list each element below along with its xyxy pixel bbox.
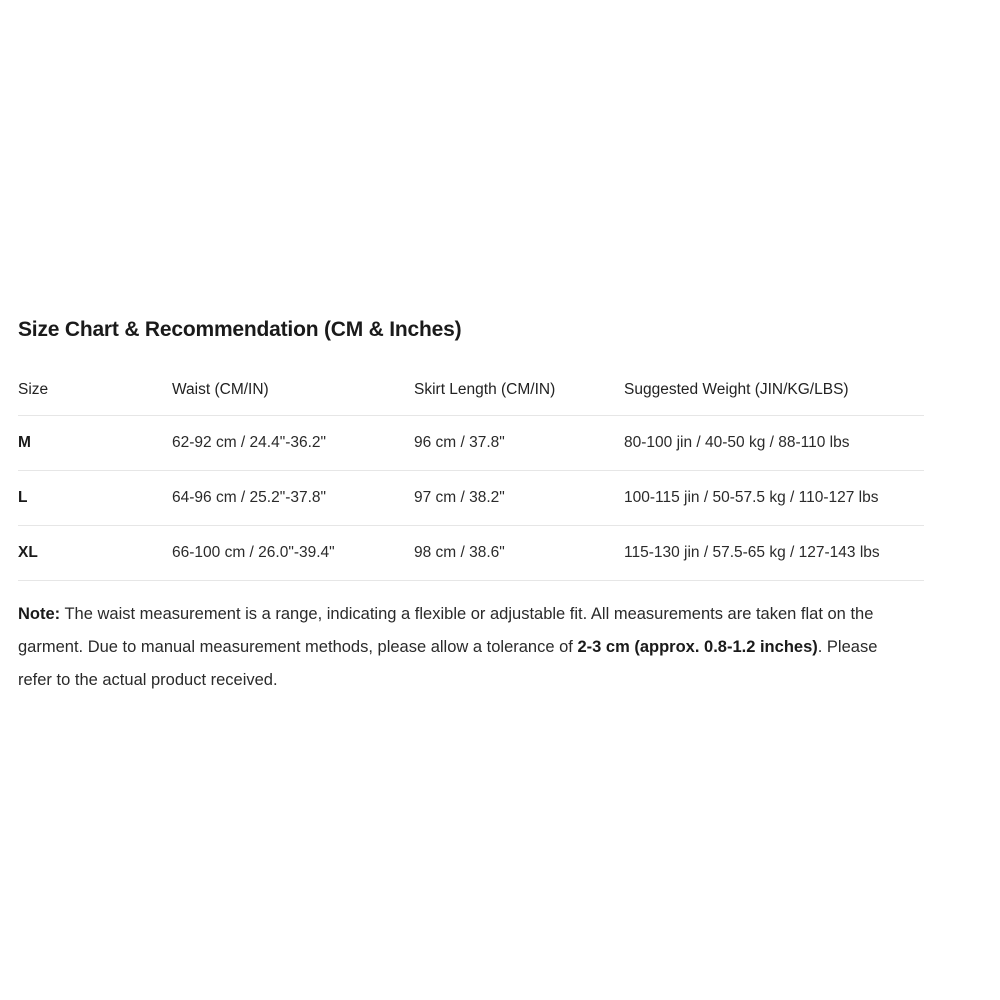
skirt-length-cell: 97 cm / 38.2": [414, 489, 505, 506]
header-suggested-weight: Suggested Weight (JIN/KG/LBS): [624, 381, 849, 398]
skirt-length-cell: 98 cm / 38.6": [414, 544, 505, 561]
skirt-length-cell: 96 cm / 37.8": [414, 434, 505, 451]
size-cell: L: [18, 489, 28, 506]
table-row: [18, 471, 924, 526]
waist-cell: 62-92 cm / 24.4"-36.2": [172, 434, 327, 451]
size-table: [18, 365, 924, 581]
measurement-note: [18, 598, 903, 697]
note-tolerance: 2-3 cm (approx. 0.8-1.2 inches): [577, 638, 818, 656]
size-cell: M: [18, 434, 31, 451]
header-waist: Waist (CM/IN): [172, 381, 269, 398]
note-label: Note:: [18, 605, 61, 623]
page-title: Size Chart & Recommendation (CM & Inches): [18, 318, 462, 341]
table-row: [18, 526, 924, 581]
header-size: Size: [18, 381, 49, 398]
header-skirt-length: Skirt Length (CM/IN): [414, 381, 556, 398]
waist-cell: 66-100 cm / 26.0"-39.4": [172, 544, 335, 561]
size-chart-section: [18, 312, 928, 714]
waist-cell: 64-96 cm / 25.2"-37.8": [172, 489, 327, 506]
note-text: The waist measurement is a range, indicating a flexible or adjustable fit. All measurements are taken flat on the garment. Due to manual measurement methods, please allow a tolerance of: [18, 605, 874, 656]
weight-cell: 80-100 jin / 40-50 kg / 88-110 lbs: [624, 434, 850, 451]
table-row: [18, 416, 924, 471]
weight-cell: 100-115 jin / 50-57.5 kg / 110-127 lbs: [624, 489, 879, 506]
table-header-row: [18, 365, 924, 416]
size-cell: XL: [18, 544, 38, 561]
note-text-end: . Please refer to the actual product received.: [18, 638, 878, 689]
weight-cell: 115-130 jin / 57.5-65 kg / 127-143 lbs: [624, 544, 880, 561]
